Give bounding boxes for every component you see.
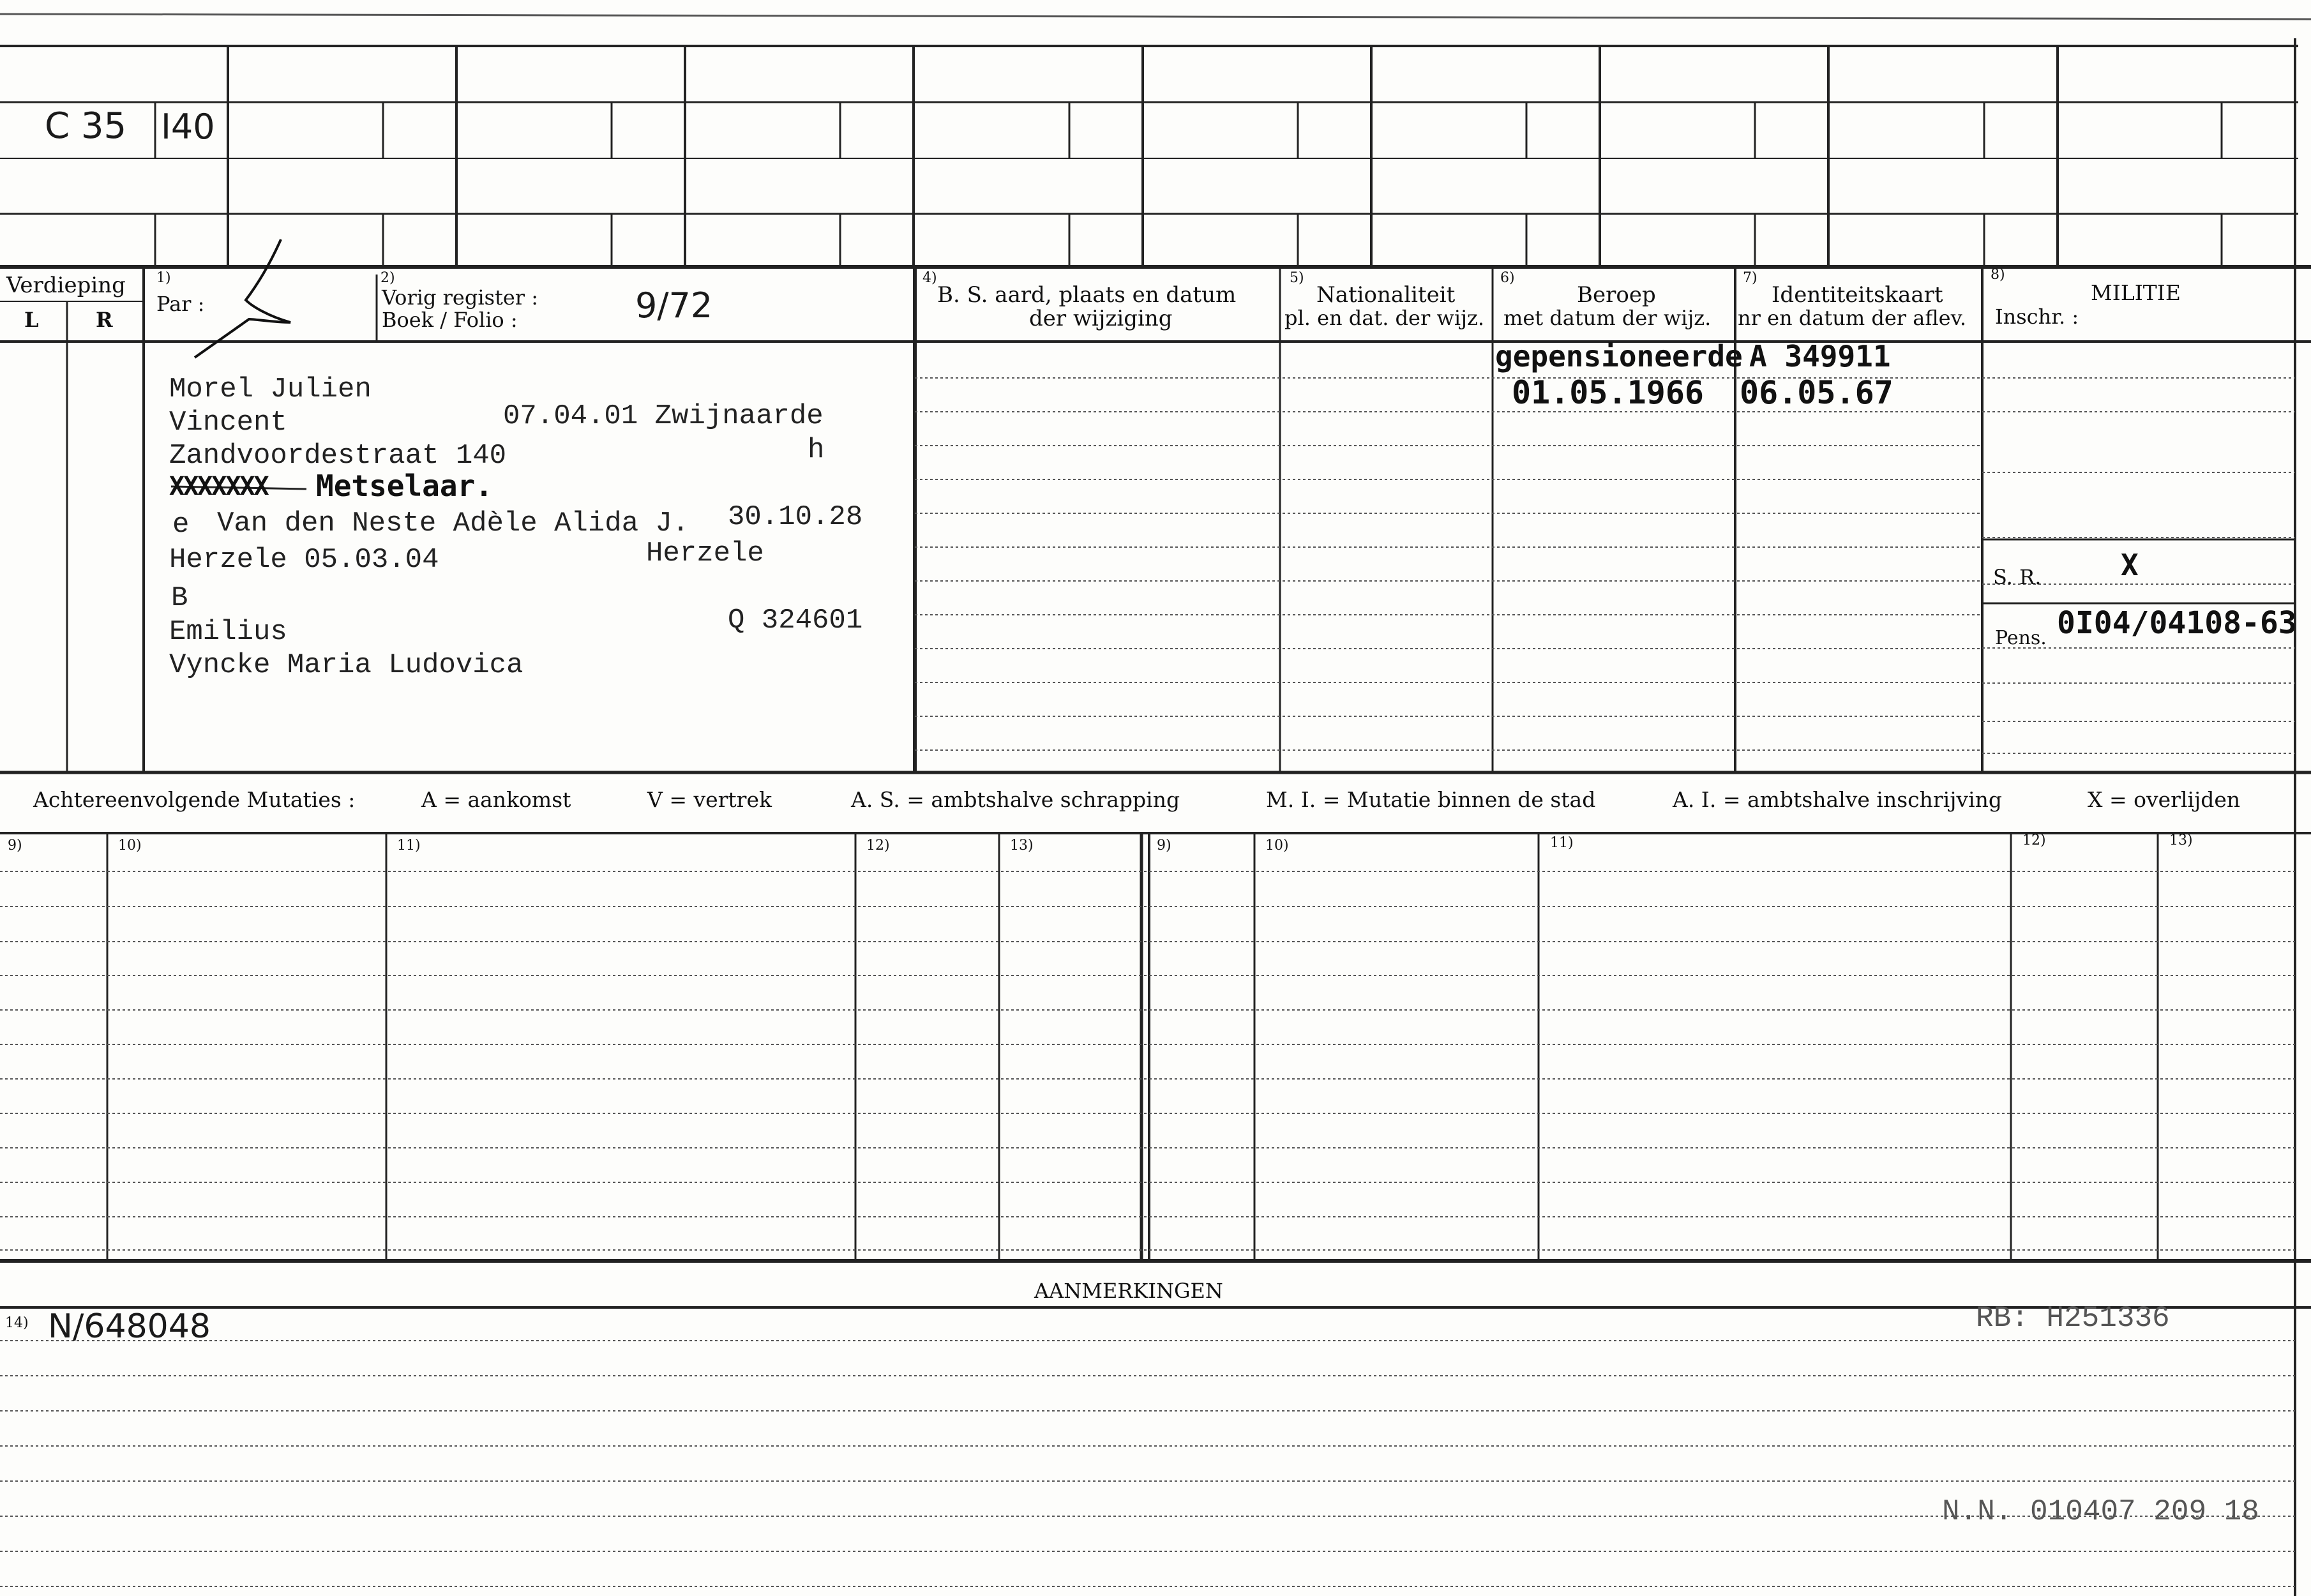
footnote-7: 7) <box>1743 270 1758 286</box>
boek-folio-label: Boek / Folio : <box>382 308 518 332</box>
footnote-1: 1) <box>156 270 171 286</box>
col-13-left: 13) <box>1010 838 1034 854</box>
national-number: N.N. 010407 209 18 <box>1942 1495 2259 1528</box>
sr-value: X <box>2121 548 2139 582</box>
mutaties-title: Achtereenvolgende Mutaties : <box>33 787 356 812</box>
verdieping-label: Verdieping <box>6 273 126 298</box>
col-10-left: 10) <box>118 838 142 854</box>
pens-label: Pens. <box>1995 627 2047 649</box>
col-10-right: 10) <box>1265 838 1289 854</box>
person-address: Zandvoordestraat 140 <box>169 440 507 472</box>
legend-ambtshalve-inschrijving: A. I. = ambtshalve inschrijving <box>1673 787 2003 812</box>
father-name: Emilius <box>169 616 287 648</box>
id-card-number: A 349911 <box>1749 339 1891 373</box>
code-field: C 35 <box>45 105 127 147</box>
col-12-left: 12) <box>866 838 890 854</box>
person-birth: 07.04.01 Zwijnaarde <box>503 400 824 432</box>
col-12-right: 12) <box>2022 832 2046 848</box>
spouse-birth-place: Herzele <box>646 538 764 569</box>
vorig-register-label: Vorig register : <box>382 285 539 310</box>
beroep-value: gepensioneerde <box>1495 339 1743 373</box>
legend-ambtshalve-schrapping: A. S. = ambtshalve schrapping <box>851 787 1180 812</box>
aanmerkingen-value: N/648048 <box>48 1307 211 1346</box>
footnote-5: 5) <box>1290 270 1304 286</box>
par-label: Par : <box>156 292 205 316</box>
legend-mutatie-stad: M. I. = Mutatie binnen de stad <box>1266 787 1596 812</box>
col-13-right: 13) <box>2169 832 2193 848</box>
pens-value: 0I04/04108-63 <box>2057 605 2297 641</box>
aanmerkingen-title: AANMERKINGEN <box>1034 1279 1223 1303</box>
identiteitskaart-header: Identiteitskaart <box>1772 282 1943 308</box>
bs-header-line1: B. S. aard, plaats en datum <box>937 282 1237 308</box>
footnote-6: 6) <box>1500 270 1515 286</box>
spouse-birth: Herzele 05.03.04 <box>169 544 439 576</box>
person-surname: Morel Julien <box>169 373 372 405</box>
person-line-b: B <box>171 582 188 614</box>
person-given-name: Vincent <box>169 407 287 439</box>
verdieping-l-label: L <box>24 308 39 332</box>
sr-label: S. R. <box>1993 565 2042 589</box>
legend-overlijden: X = overlijden <box>2088 787 2241 812</box>
col-9-right: 9) <box>1157 838 1171 854</box>
inschr-label: Inschr. : <box>1995 305 2079 329</box>
spouse-name: Van den Neste Adèle Alida J. <box>217 508 689 539</box>
bs-header-line2: der wijziging <box>1029 306 1173 331</box>
person-code: Q 324601 <box>728 605 863 636</box>
id-card-date: 06.05.67 <box>1740 374 1893 411</box>
col-11-left: 11) <box>397 838 421 854</box>
col-11-right: 11) <box>1550 835 1574 851</box>
verdieping-r-label: R <box>96 308 113 332</box>
nationaliteit-header: Nationaliteit <box>1316 282 1456 308</box>
col-9-left: 9) <box>8 838 22 854</box>
person-struck-occupation: XXXXXXX <box>169 472 268 501</box>
beroep-header: Beroep <box>1577 282 1656 308</box>
par-signature-mark <box>195 239 290 358</box>
legend-aankomst: A = aankomst <box>421 787 571 812</box>
beroep-subheader: met datum der wijz. <box>1503 306 1712 330</box>
boek-folio-value: 9/72 <box>635 285 713 326</box>
person-occupation: Metselaar. <box>316 469 493 503</box>
spouse-prefix: e <box>172 509 190 541</box>
marriage-date: 30.10.28 <box>728 501 863 533</box>
footnote-8: 8) <box>1991 267 2005 283</box>
footnote-14: 14) <box>5 1315 29 1331</box>
nationaliteit-subheader: pl. en dat. der wijz. <box>1284 306 1485 330</box>
militie-header: MILITIE <box>2091 280 2181 305</box>
beroep-date: 01.05.1966 <box>1512 374 1705 411</box>
legend-vertrek: V = vertrek <box>647 787 772 812</box>
house-number-field: I40 <box>161 107 215 147</box>
mother-name: Vyncke Maria Ludovica <box>169 649 523 681</box>
footnote-4: 4) <box>922 270 937 286</box>
rb-number: RB: H251336 <box>1976 1302 2170 1335</box>
identiteitskaart-subheader: nr en datum der aflev. <box>1738 306 1967 330</box>
person-address-mark: h <box>808 434 825 466</box>
footnote-2: 2) <box>380 270 395 286</box>
